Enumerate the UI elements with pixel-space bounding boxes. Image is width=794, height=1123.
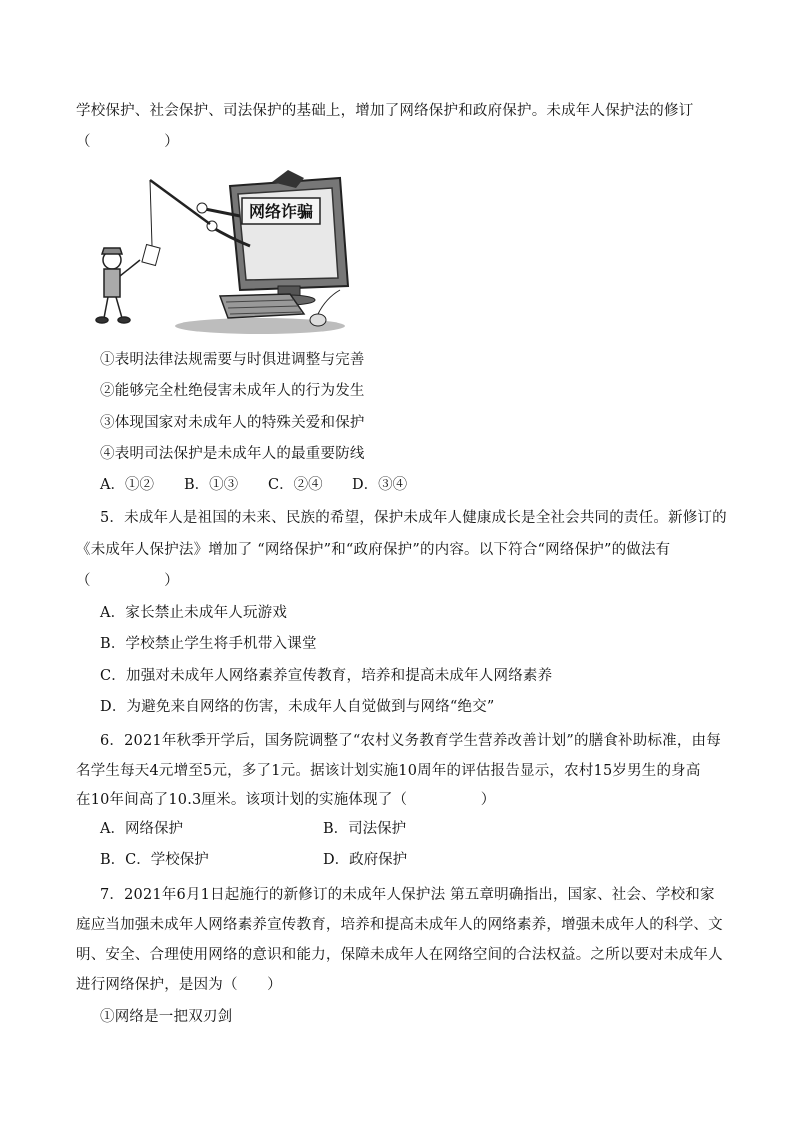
q7-stem-line-1: 7．2021年6月1日起施行的新修订的未成年人保护法 第五章明确指出，国家、社会、学校和家 (100, 887, 715, 903)
money-bait-icon (142, 244, 160, 265)
intro-answer-blank: （ ） (76, 134, 179, 150)
q6-option-a[interactable]: A．网络保护 (100, 821, 183, 837)
q6-option-c[interactable]: B．C．学校保护 (100, 852, 209, 868)
q4-option-a[interactable]: A．①② (100, 477, 154, 493)
q5-answer-blank: （ ） (76, 573, 179, 589)
q5-option-a[interactable]: A．家长禁止未成年人玩游戏 (100, 605, 288, 621)
q5-stem-line-2: 《未成年人保护法》增加了 “网络保护”和“政府保护”的内容。以下符合“网络保护”的做法有 (76, 542, 671, 558)
q6-option-d[interactable]: D．政府保护 (323, 852, 408, 868)
q5-option-c[interactable]: C．加强对未成年人网络素养宣传教育，培养和提高未成年人网络素养 (100, 668, 553, 684)
child-icon (96, 248, 140, 323)
q6-stem-line-2: 名学生每天4元增至5元，多了1元。据该计划实施10周年的评估报告显示，农村15岁男生的身高 (76, 763, 701, 779)
q5-option-d[interactable]: D．为避免来自网络的伤害，未成年人自觉做到与网络“绝交” (100, 699, 495, 715)
q7-stem-line-2: 庭应当加强未成年人网络素养宣传教育，培养和提高未成年人的网络素养，增强未成年人的科学、文 (76, 917, 723, 933)
intro-line-1: 学校保护、社会保护、司法保护的基础上，增加了网络保护和政府保护。未成年人保护法的修订 (76, 103, 694, 119)
q4-statement-1: ①表明法律法规需要与时俱进调整与完善 (100, 352, 365, 368)
q6-stem-line-1: 6．2021年秋季开学后，国务院调整了“农村义务教育学生营养改善计划”的膳食补助标准，由每 (100, 733, 721, 749)
q6-option-b[interactable]: B．司法保护 (323, 821, 407, 837)
q4-statement-2: ②能够完全杜绝侵害未成年人的行为发生 (100, 383, 365, 399)
q4-option-c[interactable]: C．②④ (268, 477, 323, 493)
fishing-rod-icon (150, 180, 210, 224)
mouse-icon (310, 314, 326, 326)
q4-statement-4: ④表明司法保护是未成年人的最重要防线 (100, 446, 365, 462)
q5-option-b[interactable]: B．学校禁止学生将手机带入课堂 (100, 636, 317, 652)
q7-statement-1: ①网络是一把双刃剑 (100, 1009, 233, 1025)
q4-option-d[interactable]: D．③④ (352, 477, 408, 493)
q4-statement-3: ③体现国家对未成年人的特殊关爱和保护 (100, 415, 365, 431)
q4-option-b[interactable]: B．①③ (184, 477, 239, 493)
q7-stem-line-4: 进行网络保护，是因为（ ） (76, 977, 282, 993)
q7-stem-line-3: 明、安全、合理使用网络的意识和能力，保障未成年人在网络空间的合法权益。之所以要对未成年人 (76, 947, 723, 963)
q5-stem-line-1: 5．未成年人是祖国的未来、民族的希望，保护未成年人健康成长是全社会共同的责任。新修订的 (100, 510, 727, 526)
q6-stem-line-3: 在10年间高了10.3厘米。该项计划的实施体现了（ ） (76, 792, 496, 808)
screen-text: 网络诈骗 (248, 202, 314, 221)
cartoon-illustration (90, 168, 350, 338)
